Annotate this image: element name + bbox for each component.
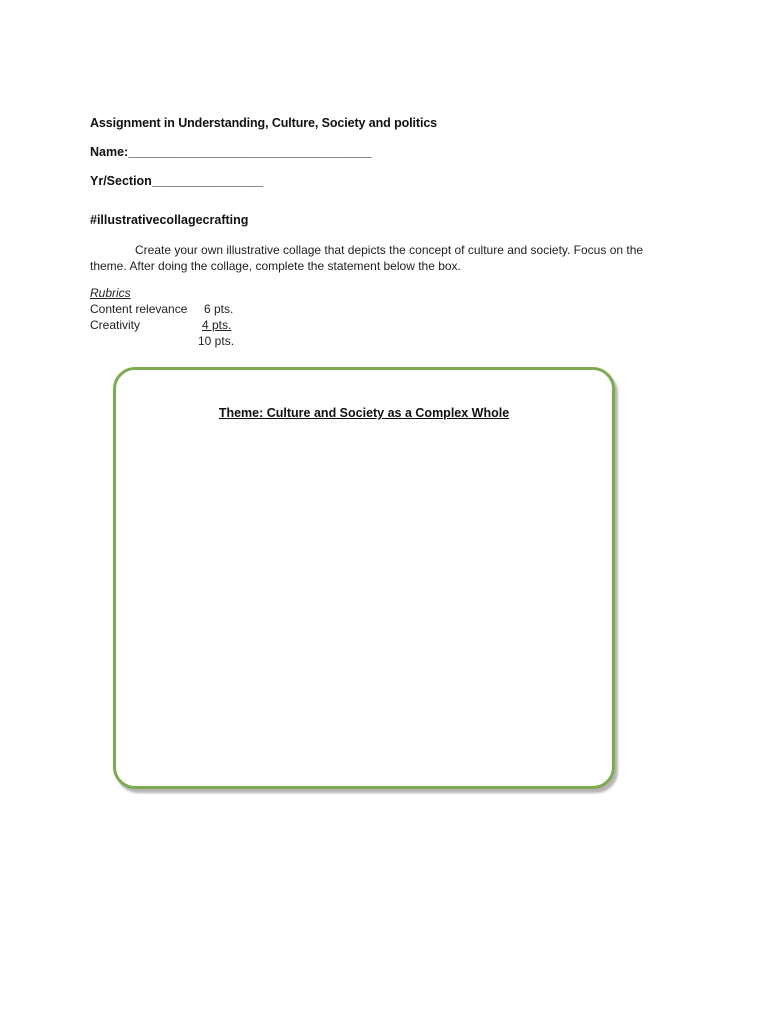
rubric-points: 4 pts. <box>202 318 232 332</box>
year-section-field: Yr/Section________________ <box>90 174 264 188</box>
rubric-row <box>90 317 250 333</box>
rubric-total-row <box>90 333 250 349</box>
rubric-label: Creativity <box>90 318 141 332</box>
rubrics-heading: Rubrics <box>90 286 131 300</box>
rubrics-section <box>90 285 250 349</box>
name-field: Name:___________________________________ <box>90 145 372 159</box>
rubric-row <box>90 301 250 317</box>
rubric-total: 10 pts. <box>198 334 235 348</box>
theme-title: Theme: Culture and Society as a Complex Whole <box>218 406 510 420</box>
instructions-paragraph: Create your own illustrative collage that depicts the concept of culture and society. Focus on the theme. After doing the collage, complete the statement below the box. <box>90 243 644 273</box>
rubric-points: 6 pts. <box>204 302 234 316</box>
assignment-title: Assignment in Understanding, Culture, Society and politics <box>90 116 438 130</box>
hashtag-heading: #illustrativecollagecrafting <box>90 213 249 227</box>
collage-box <box>113 367 615 789</box>
rubric-label: Content relevance <box>90 302 188 316</box>
